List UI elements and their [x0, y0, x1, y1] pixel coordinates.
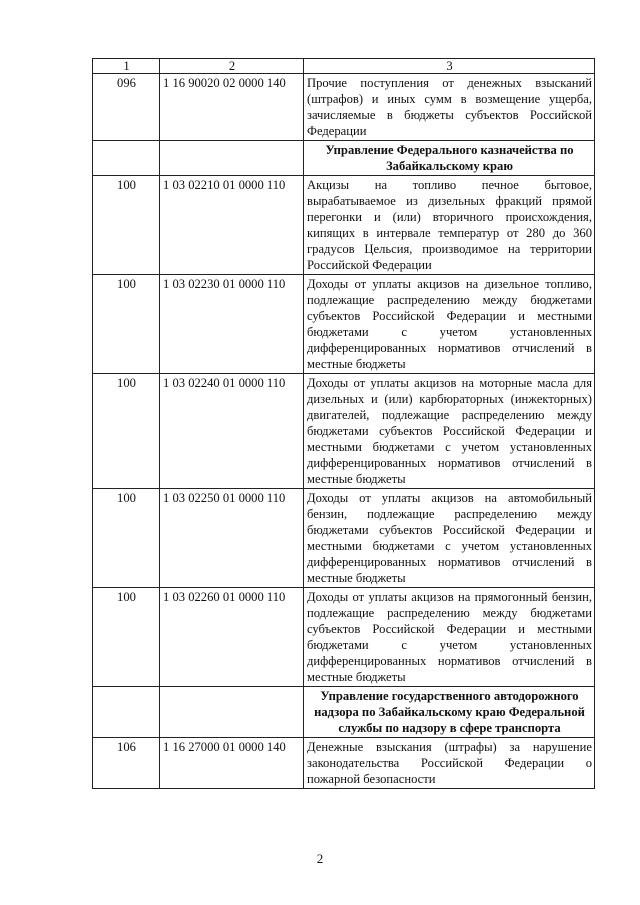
description-cell: Акцизы на топливо печное бытовое, вырабатываемое из дизельных фракций прямой перегонки и (или) вторичного происхождения, кипящих в интервале температур от 280 до 360 градусов Цельсия, производимое на территории Российской Федерации: [304, 176, 595, 275]
kbk-code-cell: 1 16 90020 02 0000 140: [160, 74, 304, 141]
header-cell-2: 2: [160, 59, 304, 74]
description-cell: Доходы от уплаты акцизов на дизельное топливо, подлежащие распределению между бюджетами субъектов Российской Федерации и местными бюджетами с учетом установленных дифференцированных нормативов отчислений в местные бюджеты: [304, 275, 595, 374]
empty-cell: [93, 141, 160, 176]
section-row: [93, 687, 595, 738]
table-row: [93, 176, 595, 275]
description-cell: Прочие поступления от денежных взысканий (штрафов) и иных сумм в возмещение ущерба, зачисляемые в бюджеты субъектов Российской Федерации: [304, 74, 595, 141]
admin-code-cell: 100: [93, 275, 160, 374]
admin-code-cell: 100: [93, 489, 160, 588]
description-cell: Денежные взыскания (штрафы) за нарушение законодательства Российской Федерации о пожарной безопасности: [304, 738, 595, 789]
kbk-code-cell: 1 03 02230 01 0000 110: [160, 275, 304, 374]
page-number: 2: [316, 851, 324, 866]
section-title: Управление Федерального казначейства по Забайкальскому краю: [304, 141, 595, 176]
admin-code-cell: 100: [93, 374, 160, 489]
description-cell: Доходы от уплаты акцизов на автомобильный бензин, подлежащие распределению между бюджетами субъектов Российской Федерации и местными бюджетами с учетом установленных дифференцированных нормативов отчислений в местные бюджеты: [304, 489, 595, 588]
table-row: [93, 588, 595, 687]
empty-cell: [160, 141, 304, 176]
table-header-row: [93, 59, 595, 74]
description-cell: Доходы от уплаты акцизов на моторные масла для дизельных и (или) карбюраторных (инжекторных) двигателей, подлежащие распределению между бюджетами субъектов Российской Федерации и местными бюджетами с учетом установленных дифференцированных нормативов отчислений в местные бюджеты: [304, 374, 595, 489]
admin-code-cell: 100: [93, 176, 160, 275]
kbk-code-cell: 1 16 27000 01 0000 140: [160, 738, 304, 789]
table-row: [93, 275, 595, 374]
admin-code-cell: 106: [93, 738, 160, 789]
section-row: [93, 141, 595, 176]
header-cell-3: 3: [304, 59, 595, 74]
kbk-code-cell: 1 03 02260 01 0000 110: [160, 588, 304, 687]
empty-cell: [93, 687, 160, 738]
kbk-code-cell: 1 03 02240 01 0000 110: [160, 374, 304, 489]
empty-cell: [160, 687, 304, 738]
section-title: Управление государственного автодорожного надзора по Забайкальскому краю Федеральной службы по надзору в сфере транспорта: [304, 687, 595, 738]
table-row: [93, 374, 595, 489]
table-row: [93, 738, 595, 789]
kbk-code-cell: 1 03 02210 01 0000 110: [160, 176, 304, 275]
kbk-code-cell: 1 03 02250 01 0000 110: [160, 489, 304, 588]
table-row: [93, 489, 595, 588]
admin-code-cell: 096: [93, 74, 160, 141]
table-row: [93, 74, 595, 141]
revenue-classification-table: [92, 58, 595, 789]
admin-code-cell: 100: [93, 588, 160, 687]
header-cell-1: 1: [93, 59, 160, 74]
description-cell: Доходы от уплаты акцизов на прямогонный бензин, подлежащие распределению между бюджетами субъектов Российской Федерации и местными бюджетами с учетом установленных дифференцированных нормативов отчислений в местные бюджеты: [304, 588, 595, 687]
